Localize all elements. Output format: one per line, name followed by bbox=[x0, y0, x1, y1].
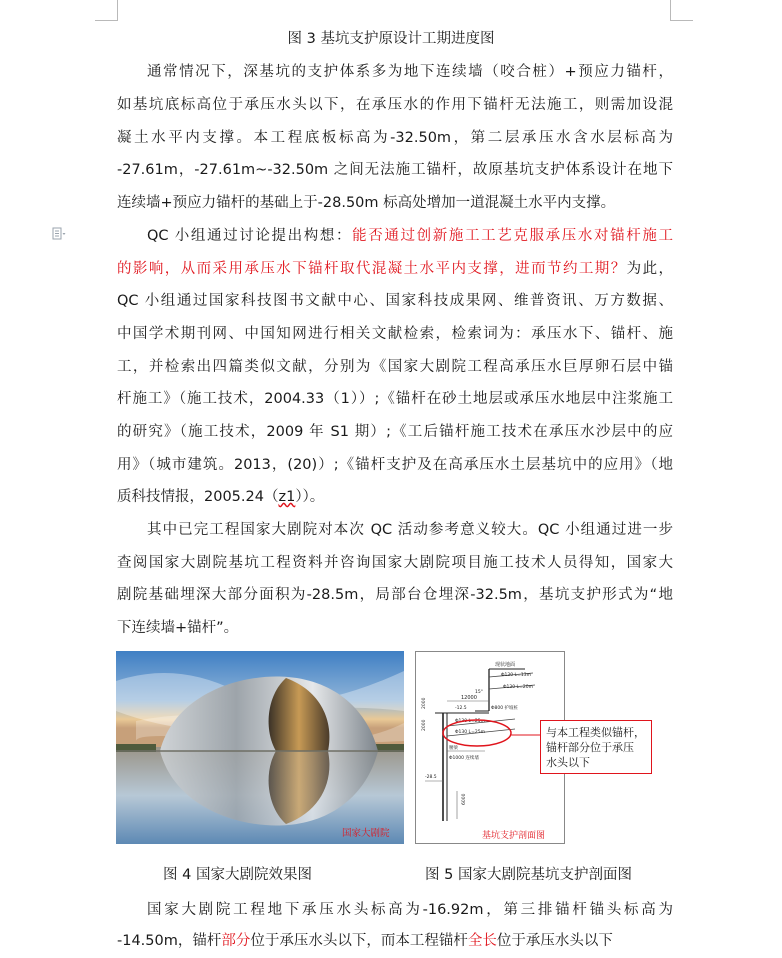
p1-line-4: -27.61m，-27.61m~-32.50m 之间无法施工锚杆，故原基坑支护体系设计在地下 bbox=[117, 162, 673, 178]
document-outline-icon[interactable] bbox=[52, 227, 66, 241]
figure-5-caption: 图 5 国家大剧院基坑支护剖面图 bbox=[425, 867, 632, 883]
label-anchor-2: Φ130 L=20m bbox=[503, 685, 533, 690]
label-angle: 15° bbox=[475, 690, 483, 695]
label-elev-28-5: -28.5 bbox=[425, 775, 437, 780]
label-12000: 12000 bbox=[461, 695, 477, 701]
label-anchor-3: Φ130 L=25m bbox=[455, 719, 485, 724]
spellcheck-underlined-word[interactable]: z1 bbox=[278, 489, 296, 505]
p2-line-9 bbox=[117, 480, 673, 514]
p4-text: -14.50m，锚杆 bbox=[117, 933, 222, 949]
p2-line-3: QC 小组通过国家科技图书文献中心、国家科技成果网、维普资讯、万方数据、 bbox=[117, 293, 673, 309]
p3-line-1: 其中已完工程国家大剧院对本次 QC 活动参考意义较大。QC 小组通过进一步 bbox=[147, 522, 673, 538]
national-theatre-photo bbox=[116, 651, 404, 844]
callout-line-2: 锚杆部分位于承压 bbox=[546, 741, 634, 754]
label-2000-b: 2000 bbox=[422, 719, 427, 731]
p2-line-2 bbox=[117, 252, 673, 286]
p4-text: 位于承压水头以下 bbox=[496, 933, 613, 949]
p4-highlight: 全长 bbox=[467, 933, 497, 949]
label-ground: 现状地面 bbox=[495, 662, 516, 668]
p4-highlight: 部分 bbox=[221, 933, 251, 949]
p2-text: 质科技情报，2005.24（ bbox=[117, 489, 279, 505]
p2-line-5: 工，并检索出四篇类似文献，分别为《国家大剧院工程高承压水巨厚卵石层中锚 bbox=[117, 359, 673, 375]
label-2000: 2000 bbox=[422, 697, 427, 709]
label-wall: Φ1000 连续墙 bbox=[449, 756, 479, 761]
label-anchor-4: Φ130 L=25m bbox=[455, 730, 485, 735]
p3-line-2: 查阅国家大剧院基坑工程资料并咨询国家大剧院项目施工技术人员得知，国家大 bbox=[117, 555, 673, 571]
p4-line-2 bbox=[117, 924, 673, 958]
p2-line-7: 的研究》（施工技术，2009 年 S1 期）;《工后锚杆施工技术在承压水沙层中的应 bbox=[117, 424, 673, 440]
p2-line-6: 杆施工》（施工技术，2004.33（1））;《锚杆在砂土地层或承压水地层中注浆施工 bbox=[117, 391, 673, 407]
label-elev-12-5: -12.5 bbox=[455, 706, 467, 711]
label-beam: 腰梁 bbox=[449, 746, 458, 751]
p1-line-5: 连续墙+预应力锚杆的基础上于-28.50m 标高处增加一道混凝土水平内支撑。 bbox=[117, 195, 616, 211]
callout-box bbox=[540, 720, 652, 774]
p1-line-3: 凝土水平内支撑。本工程底板标高为-32.50m，第二层承压水含水层标高为 bbox=[117, 130, 673, 146]
p2-text: ））。 bbox=[295, 489, 325, 505]
label-anchor-1: Φ130 L=13m bbox=[501, 673, 531, 678]
p4-line-1: 国家大剧院工程地下承压水头标高为-16.92m，第三排锚杆锚头标高为 bbox=[147, 902, 673, 918]
p2-line-1 bbox=[147, 219, 673, 253]
label-6000: 6000 bbox=[462, 793, 467, 805]
p2-line-8: 用》（城市建筑。2013，(20)）;《锚杆支护及在高承压水土层基坑中的应用》（地 bbox=[117, 457, 673, 473]
page-corner-mark-left bbox=[95, 0, 118, 21]
p4-text: 位于承压水头以下，而本工程锚杆 bbox=[250, 933, 468, 949]
p2-highlight: 能否通过创新施工工艺克服承压水对锚杆施工 bbox=[352, 228, 673, 244]
p3-line-3: 剧院基础埋深大部分面积为-28.5m，局部台仓埋深-32.5m，基坑支护形式为“地 bbox=[117, 587, 673, 603]
figure-3-caption: 图 3 基坑支护原设计工期进度图 bbox=[287, 31, 495, 47]
callout-line-3: 水头以下 bbox=[546, 756, 590, 769]
p1-line-1: 通常情况下，深基坑的支护体系多为地下连续墙（咬合桩）+预应力锚杆， bbox=[147, 64, 673, 80]
p2-text: QC 小组通过讨论提出构想： bbox=[147, 228, 353, 244]
figure-4-caption: 图 4 国家大剧院效果图 bbox=[163, 867, 312, 883]
callout-line-1: 与本工程类似锚杆， bbox=[546, 726, 645, 739]
p2-text: 为此， bbox=[626, 261, 673, 277]
p2-line-4: 中国学术期刊网、中国知网进行相关文献检索，检索词为：承压水下、锚杆、施 bbox=[117, 326, 673, 342]
page-corner-mark-right bbox=[670, 0, 693, 21]
photo-stamp: 国家大剧院 bbox=[342, 828, 390, 839]
dropdown-arrow-icon bbox=[63, 233, 66, 235]
p3-line-4: 下连续墙+锚杆”。 bbox=[117, 620, 239, 636]
label-pile: Φ800 护坡桩 bbox=[491, 706, 519, 711]
section-stamp: 基坑支护剖面图 bbox=[482, 831, 546, 841]
p1-line-2: 如基坑底标高位于承压水头以下，在承压水的作用下锚杆无法施工，则需加设混 bbox=[117, 97, 673, 113]
p2-highlight: 的影响，从而采用承压水下锚杆取代混凝土水平内支撑，进而节约工期？ bbox=[117, 261, 627, 277]
